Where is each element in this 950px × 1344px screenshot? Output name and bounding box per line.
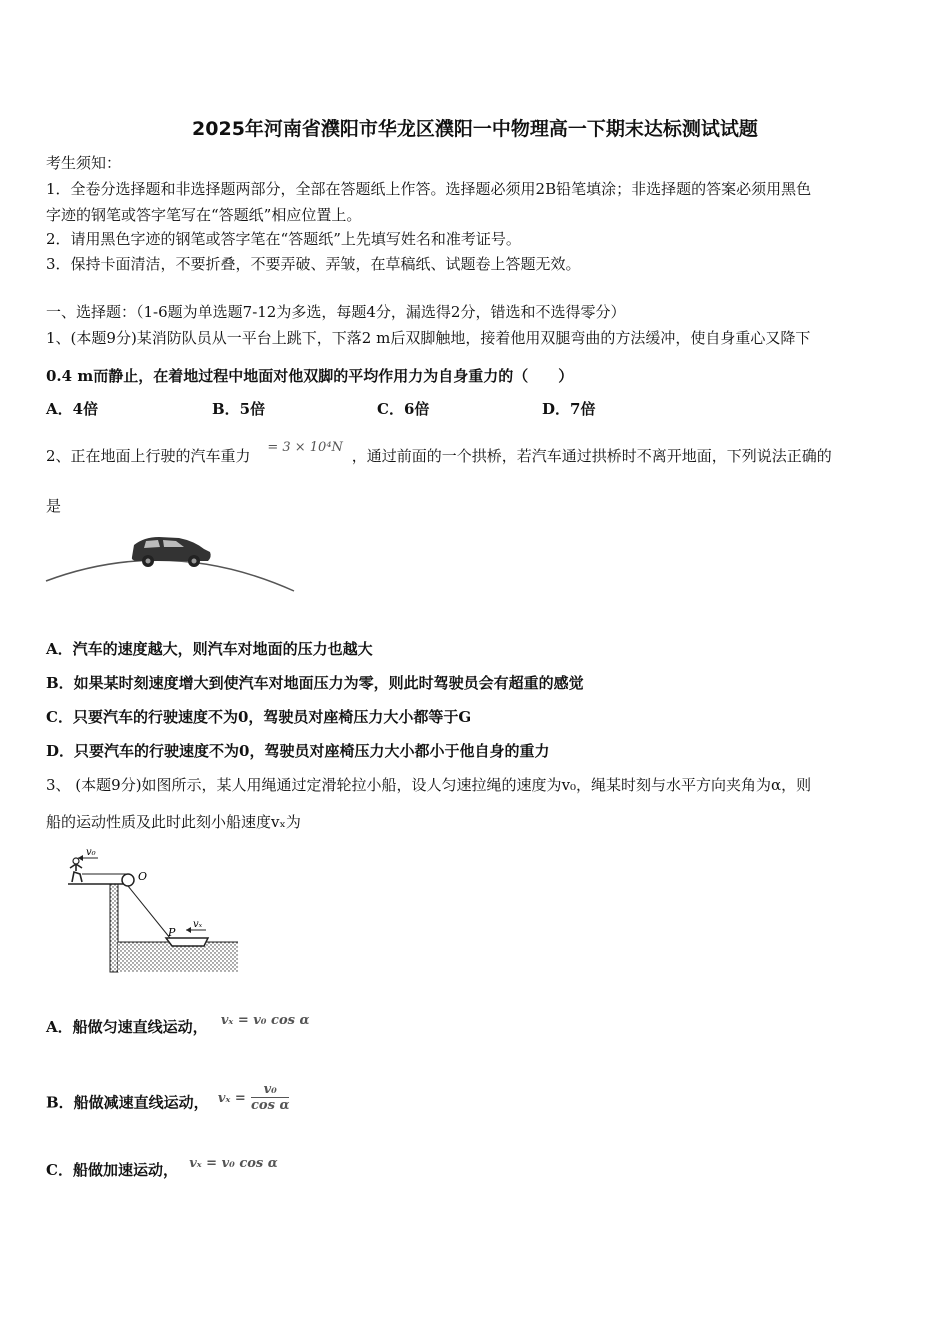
q3-line1: 3、 (本题9分)如图所示，某人用绳通过定滑轮拉小船，设人匀速拉绳的速度为v₀，绳某时刻与水平方向夹角为α，则: [46, 776, 812, 794]
q2-weight-formula: = 3 × 10⁴N: [267, 440, 343, 455]
pulley-icon: [122, 874, 134, 886]
q3-option-c: [46, 1156, 278, 1180]
fraction-numerator: v₀: [251, 1082, 289, 1098]
q1-option-a: A．4倍: [46, 400, 99, 418]
q3-option-a-formula: vₓ = v₀ cos α: [220, 1013, 310, 1028]
label-vx: vₓ: [193, 919, 203, 930]
page-title: 2025年河南省濮阳市华龙区濮阳一中物理高一下期末达标测试试题: [192, 118, 758, 140]
q2-line1-pre: 2、正在地面上行驶的汽车重力: [46, 447, 251, 465]
q2-option-b: B．如果某时刻速度增大到使汽车对地面压力为零，则此时驾驶员会有超重的感觉: [46, 674, 584, 692]
q3-option-b-lhs: vₓ =: [217, 1090, 246, 1106]
q2-option-d: D．只要汽车的行驶速度不为0，驾驶员对座椅压力大小都小于他自身的重力: [46, 742, 550, 760]
arch-curve: [46, 560, 294, 591]
car-icon: [132, 537, 211, 567]
q2-option-a: A．汽车的速度越大，则汽车对地面的压力也越大: [46, 640, 373, 658]
q1-option-d: D．7倍: [542, 400, 596, 418]
q2-option-c: C．只要汽车的行驶速度不为0，驾驶员对座椅压力大小都等于G: [46, 708, 472, 726]
q3-option-c-text: C．船做加速运动，: [46, 1161, 178, 1179]
q3-option-a-text: A．船做匀速直线运动，: [46, 1018, 208, 1036]
q3-line2: 船的运动性质及此时此刻小船速度vₓ为: [46, 813, 301, 831]
q1-line1: 1、(本题9分)某消防队员从一平台上跳下，下落2 m后双脚触地，接着他用双腿弯曲的方法缓冲，使自身重心又降下: [46, 329, 811, 347]
cliff: [110, 884, 118, 972]
arch-bridge-figure: [44, 525, 304, 605]
q2-line1-post: ，通过前面的一个拱桥，若汽车通过拱桥时不离开地面，下列说法正确的: [351, 447, 832, 465]
q2-line2: 是: [46, 497, 62, 515]
q1-option-b: B．5倍: [212, 400, 266, 418]
notice-item-1b: 字迹的钢笔或答字笔写在“答题纸”相应位置上。: [46, 206, 362, 224]
q3-option-a: [46, 1013, 310, 1037]
pulley-boat-figure: [58, 844, 248, 974]
q3-option-b: [46, 1082, 290, 1119]
section-heading: 一、选择题：（1-6题为单选题7-12为多选，每题4分，漏选得2分，错选和不选得零分）: [46, 303, 626, 321]
q1-option-c: C．6倍: [377, 400, 430, 418]
boat-icon: [166, 938, 208, 946]
label-P: P: [168, 926, 176, 939]
label-O: O: [138, 870, 148, 883]
notice-heading: 考生须知：: [46, 154, 122, 172]
notice-item-2: 2．请用黑色字迹的钢笔或答字笔在“答题纸”上先填写姓名和准考证号。: [46, 230, 521, 248]
q3-option-c-formula: vₓ = v₀ cos α: [189, 1156, 278, 1171]
q3-option-b-fraction: [251, 1082, 289, 1113]
label-v0: v₀: [86, 847, 96, 858]
notice-item-3: 3．保持卡面清洁，不要折叠，不要弄破、弄皱，在草稿纸、试题卷上答题无效。: [46, 255, 581, 273]
person-icon: [70, 864, 82, 882]
q3-option-b-text: B．船做减速直线运动，: [46, 1093, 209, 1112]
q1-line2: 0.4 m而静止，在着地过程中地面对他双脚的平均作用力为自身重力的（ ）: [46, 367, 574, 385]
q2-line1: [46, 440, 832, 466]
fraction-denominator: cos α: [251, 1098, 290, 1113]
notice-item-1a: 1．全卷分选择题和非选择题两部分，全部在答题纸上作答。选择题必须用2B铅笔填涂；非选择题的答案必须用黑色: [46, 180, 812, 198]
